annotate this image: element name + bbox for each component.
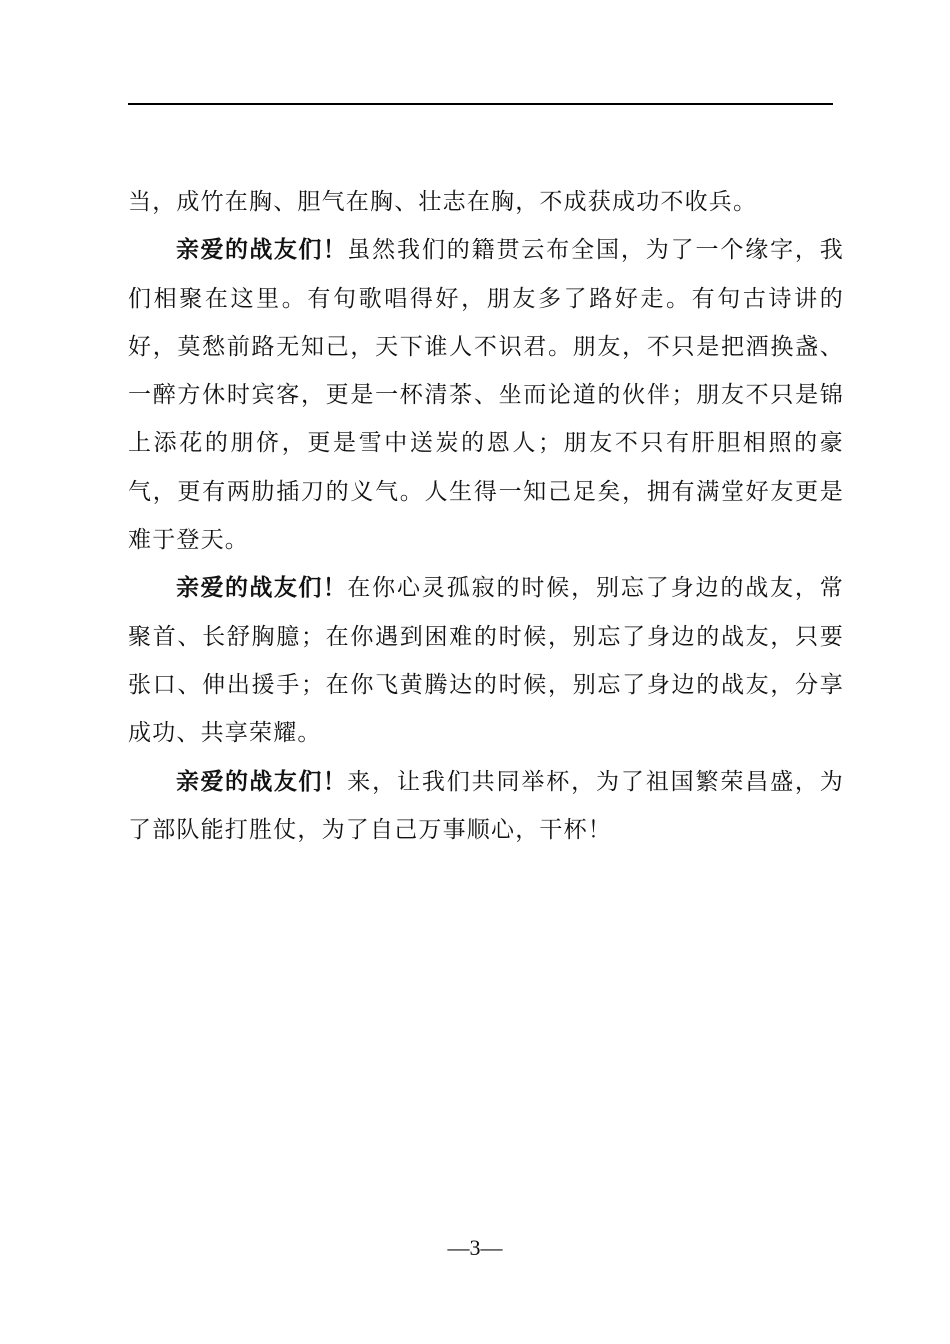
page-number: —3— — [447, 1235, 503, 1260]
paragraph-3 — [128, 564, 844, 757]
paragraph-4-text: 来，让我们共同举杯，为了祖国繁荣昌盛，为了部队能打胜仗，为了自己万事顺心，干杯！ — [128, 768, 845, 843]
paragraph-4-salutation: 亲爱的战友们！ — [176, 767, 348, 795]
document-body — [128, 178, 844, 854]
paragraph-3-text: 在你心灵孤寂的时候，别忘了身边的战友，常聚首、长舒胸臆；在你遇到困难的时候，别忘了身边的战友，只要张口、伸出援手；在你飞黄腾达的时候，别忘了身边的战友，分享成功、共享荣耀。 — [128, 575, 845, 747]
paragraph-3-salutation: 亲爱的战友们！ — [176, 574, 348, 602]
paragraph-2-text: 虽然我们的籍贯云布全国，为了一个缘字，我们相聚在这里。有句歌唱得好，朋友多了路好走。有句古诗讲的好，莫愁前路无知己，天下谁人不识君。朋友，不只是把酒换盏、一醉方休时宾客，更是一杯清茶、坐而论道的伙伴；朋友不只是锦上添花的朋侪，更是雪中送炭的恩人；朋友不只有肝胆相照的豪气，更有两肋插刀的义气。人生得一知己足矣，拥有满堂好友更是难于登天。 — [128, 237, 845, 554]
paragraph-1 — [128, 178, 844, 226]
paragraph-1-text: 当，成竹在胸、胆气在胸、壮志在胸，不成获成功不收兵。 — [128, 189, 758, 215]
paragraph-2 — [128, 226, 844, 564]
paragraph-4 — [128, 758, 844, 855]
paragraph-2-salutation: 亲爱的战友们！ — [176, 236, 348, 264]
header-rule — [128, 103, 833, 105]
